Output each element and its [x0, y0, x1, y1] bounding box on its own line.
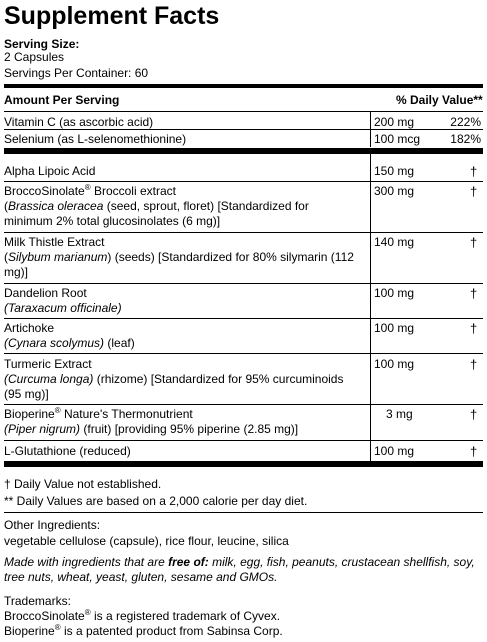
- allergen-statement-cont: tree nuts, wheat, yeast, gluten, sesame and GMOs.: [4, 570, 278, 584]
- ingredient-amount: 100 mg: [374, 321, 415, 335]
- trademarks-label: Trademarks:: [4, 594, 71, 608]
- dagger-mark: †: [470, 286, 478, 301]
- ingredient-artichoke: Artichoke (Cynara scolymus) (leaf): [4, 321, 135, 350]
- ingredient-amount: 150 mg: [374, 164, 415, 178]
- selenium-dv: 182%: [450, 132, 481, 146]
- column-divider: [370, 112, 371, 147]
- thick-divider: [4, 461, 483, 467]
- dagger-mark: †: [470, 164, 478, 179]
- ingredient-turmeric: Turmeric Extract (Curcuma longa) (rhizome) [Standardized for 95% curcuminoids (95 mg)]: [4, 357, 344, 401]
- ingredient-alpha-lipoic-acid: Alpha Lipoic Acid: [4, 164, 96, 178]
- serving-size-value: 2 Capsules: [4, 50, 65, 64]
- divider: [4, 404, 483, 405]
- vitamin-c-name: Vitamin C (as ascorbic acid): [4, 115, 154, 129]
- header-amount: Amount Per Serving: [4, 93, 120, 107]
- serving-size-label: Serving Size:: [4, 37, 80, 51]
- allergen-statement: Made with ingredients that are free of: milk, egg, fish, peanuts, crustacean shellfish, soy,: [4, 555, 475, 569]
- ingredient-amount: 100 mg: [374, 444, 415, 458]
- dagger-mark: †: [470, 235, 478, 250]
- ingredient-l-glutathione: L-Glutathione (reduced): [4, 444, 131, 458]
- ingredient-milk-thistle: Milk Thistle Extract (Silybum marianum) (seeds) [Standardized for 80% silymarin (112 mg)]: [4, 235, 354, 279]
- selenium-amount: 100 mcg: [374, 132, 421, 146]
- ingredient-amount: 300 mg: [374, 184, 415, 198]
- header-daily-value: % Daily Value**: [396, 93, 483, 107]
- dagger-mark: †: [470, 357, 478, 372]
- footnote-dagger: † Daily Value not established.: [4, 477, 162, 491]
- divider: [4, 512, 483, 513]
- dagger-mark: †: [470, 184, 478, 199]
- thick-divider: [4, 148, 483, 154]
- dagger-mark: †: [470, 444, 478, 459]
- ingredient-dandelion-root: Dandelion Root (Taraxacum officinale): [4, 286, 122, 315]
- divider: [4, 181, 483, 182]
- divider: [4, 283, 483, 284]
- ingredient-broccosinolate: BroccoSinolate® Broccoli extract (Brassica oleracea (seed, sprout, floret) [Standardized for minimum 2% total glucosinolates (6 mg)]: [4, 183, 309, 228]
- servings-per-container: Servings Per Container: 60: [4, 66, 149, 80]
- ingredient-amount: 3 mg: [386, 407, 413, 421]
- divider: [4, 318, 483, 319]
- divider: [4, 353, 483, 354]
- column-divider: [370, 154, 371, 461]
- thick-divider: [4, 84, 483, 88]
- other-ingredients-label: Other Ingredients:: [4, 518, 101, 532]
- footnote-daily-value: ** Daily Values are based on a 2,000 calorie per day diet.: [4, 494, 308, 508]
- ingredient-amount: 140 mg: [374, 235, 415, 249]
- vitamin-c-dv: 222%: [450, 115, 481, 129]
- divider: [4, 232, 483, 233]
- dagger-mark: †: [470, 321, 478, 336]
- divider: [4, 111, 483, 112]
- other-ingredients-list: vegetable cellulose (capsule), rice flour, leucine, silica: [4, 534, 289, 548]
- divider: [4, 440, 483, 441]
- trademark-broccosinolate: BroccoSinolate® is a registered trademark of Cyvex.: [4, 608, 281, 623]
- selenium-name: Selenium (as L-selenomethionine): [4, 132, 187, 146]
- ingredient-amount: 100 mg: [374, 286, 415, 300]
- divider: [4, 129, 483, 130]
- vitamin-c-amount: 200 mg: [374, 115, 415, 129]
- panel-title: Supplement Facts: [4, 2, 220, 30]
- dagger-mark: †: [470, 407, 478, 422]
- trademark-bioperine: Bioperine® is a patented product from Sabinsa Corp.: [4, 623, 283, 638]
- ingredient-bioperine: Bioperine® Nature's Thermonutrient (Piper nigrum) (fruit) [providing 95% piperine (2.85 mg)]: [4, 406, 299, 436]
- ingredient-amount: 100 mg: [374, 357, 415, 371]
